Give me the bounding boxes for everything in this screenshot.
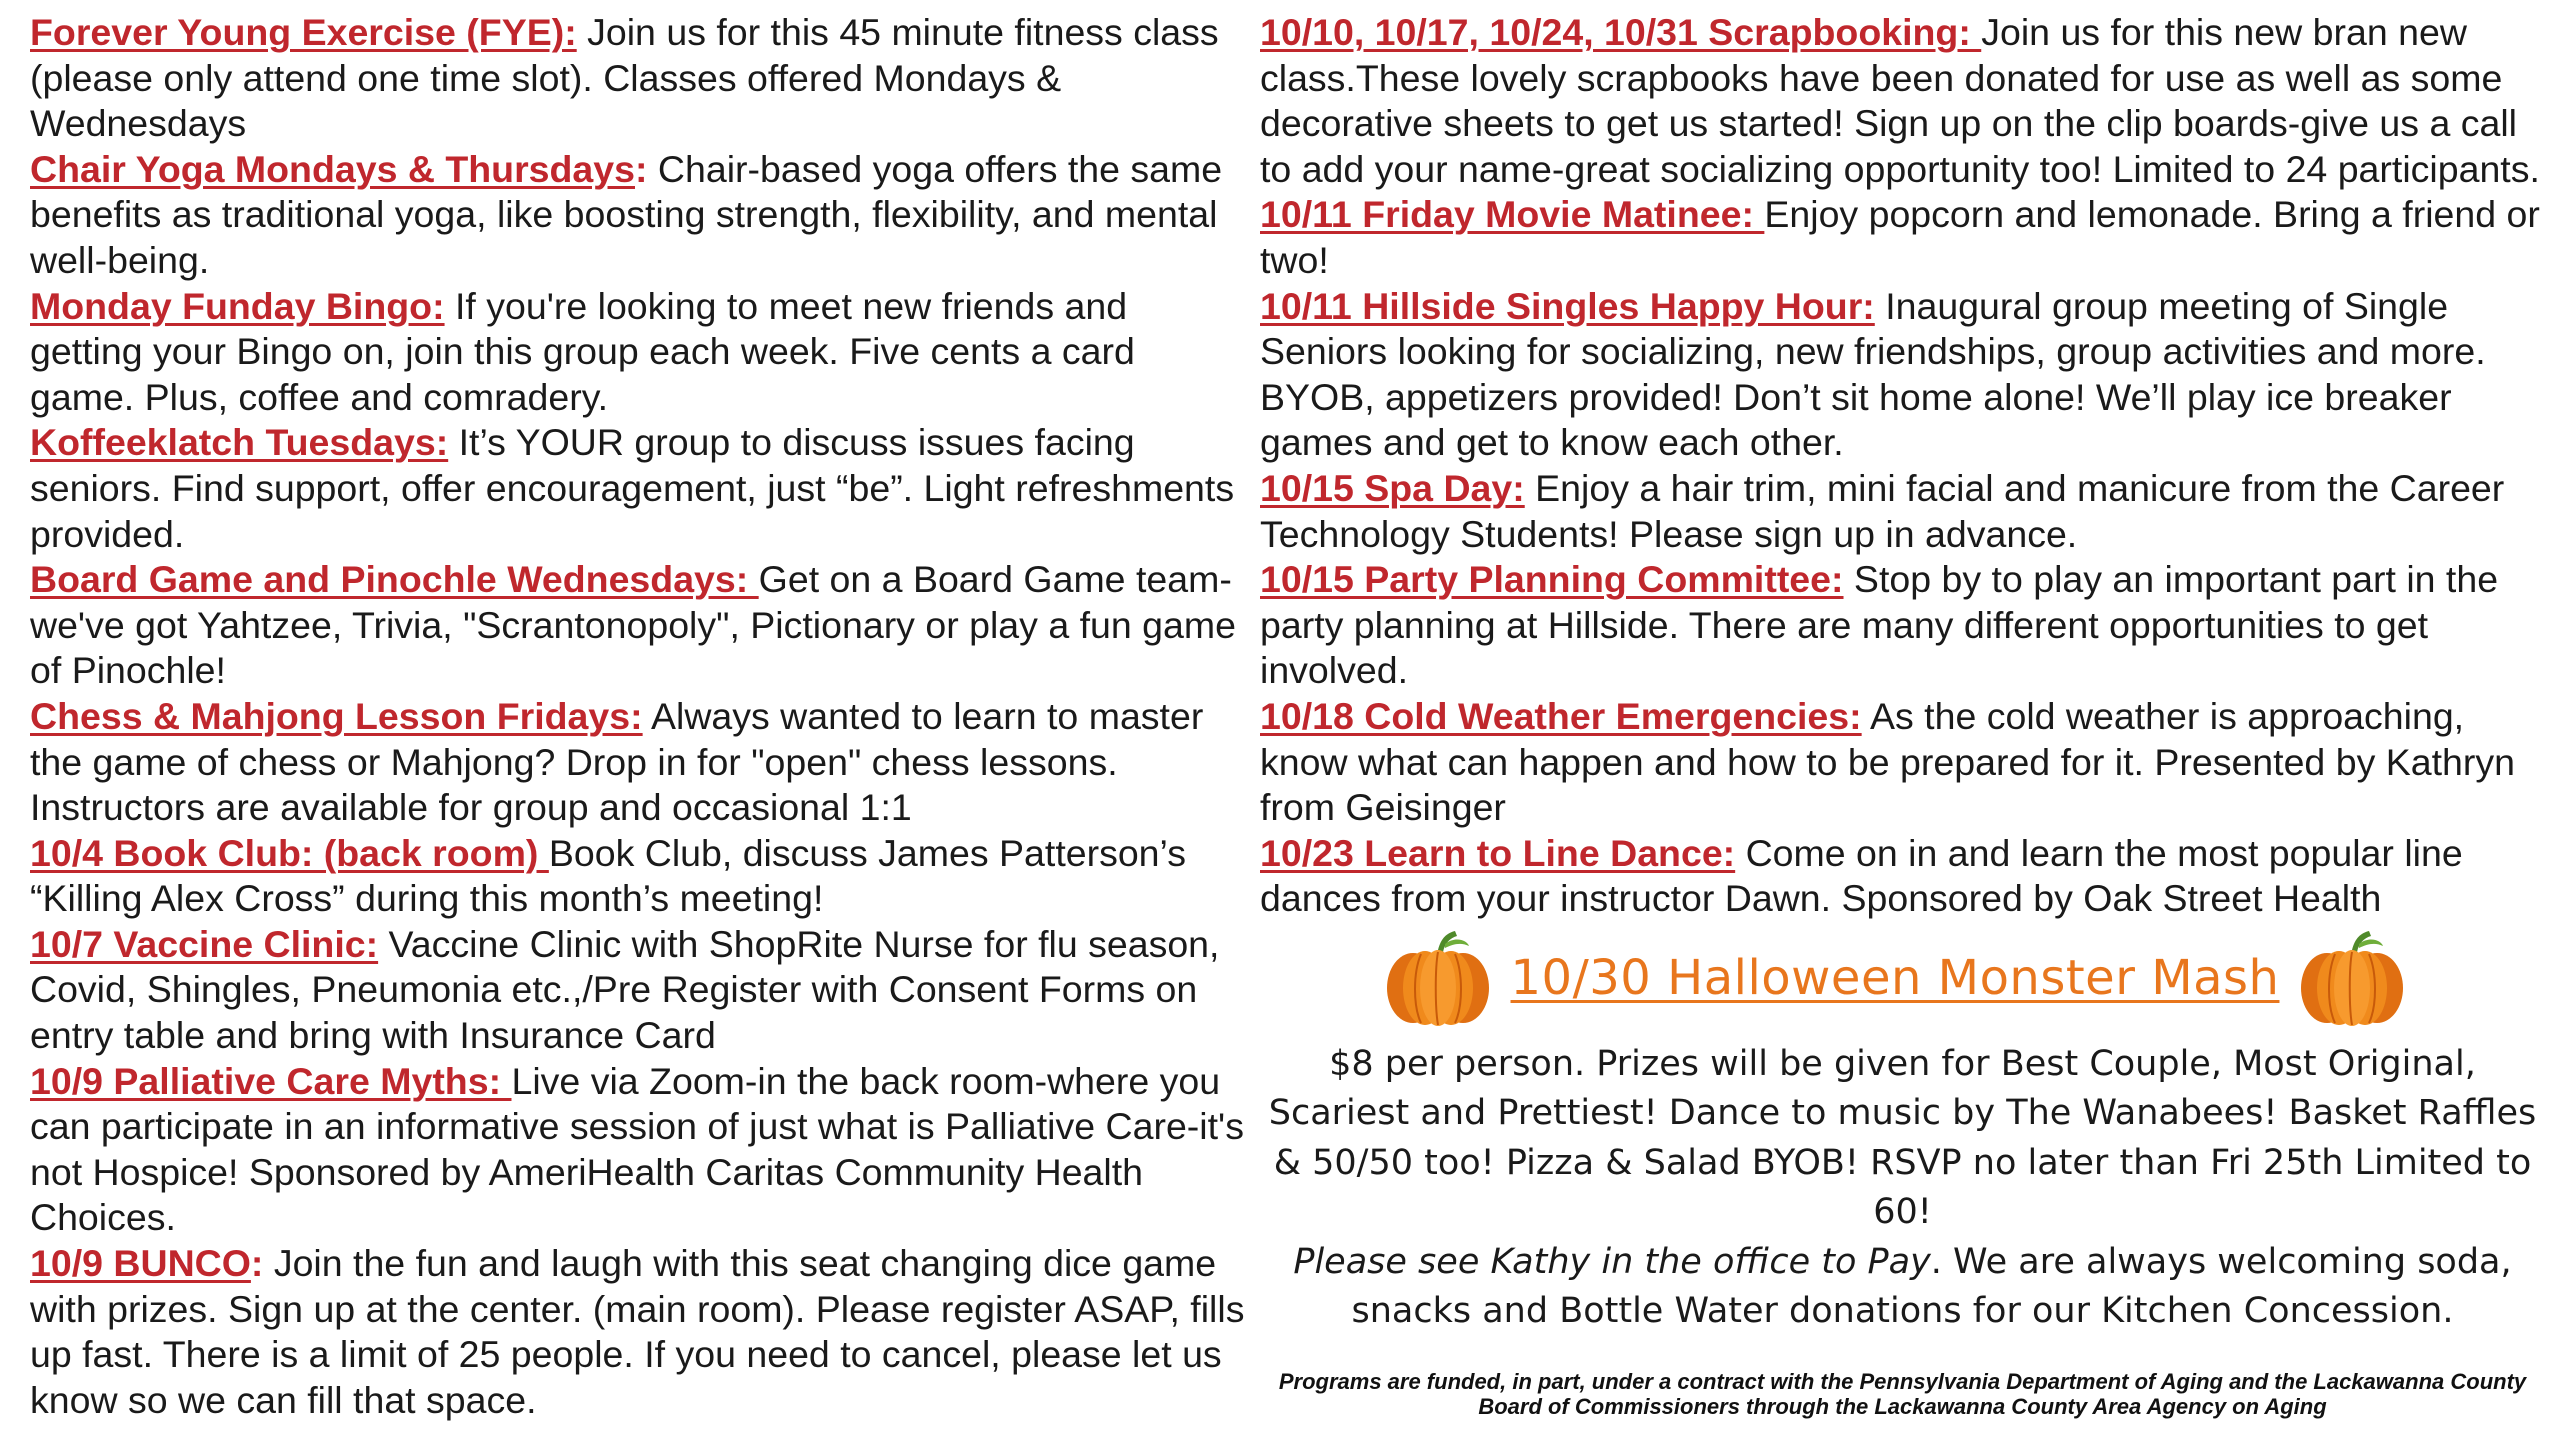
program-description: If you're looking to meet new friends and getting your Bingo on, join this group each week. Five cents a card game. Plus, coffee and comradery. — [30, 284, 1135, 418]
program-description: Chair-based yoga offers the same benefits as traditional yoga, like boosting strength, flexibility, and mental well-being. — [30, 147, 1223, 281]
program-line-dance — [1260, 831, 2545, 922]
program-title: 10/11 Hillside Singles Happy Hour: — [1260, 284, 1875, 327]
program-title: Forever Young Exercise (FYE): — [30, 11, 577, 53]
program-chair-yoga — [30, 147, 1245, 284]
program-fye — [30, 10, 1245, 147]
halloween-details — [1260, 1040, 2545, 1337]
program-title: Chair Yoga Mondays & Thursdays — [30, 147, 635, 190]
program-description: Enjoy popcorn and lemonade. Bring a friend or two! — [1260, 193, 2540, 281]
program-title: Koffeeklatch Tuesdays: — [30, 421, 449, 464]
program-party-planning — [1260, 557, 2545, 694]
program-description: Inaugural group meeting of Single Seniors looking for socializing, new friendships, group activities and more. BYOB, appetizers provided! Don’t sit home alone! We’ll play ice breaker games and get to know each other. — [1260, 284, 2486, 464]
program-title: 10/18 Cold Weather Emergencies: — [1260, 694, 1862, 737]
program-vaccine-clinic — [30, 922, 1245, 1059]
program-singles-happy-hour — [1260, 284, 2545, 466]
program-description: Vaccine Clinic with ShopRite Nurse for flu season, Covid, Shingles, Pneumonia etc.,/Pre Register with Consent Forms on entry table and bring with Insurance Card — [30, 922, 1220, 1057]
program-description: Join the fun and laugh with this seat changing dice game with prizes. Sign up at the center. (main room). Please register ASAP, fills up fast. There is a limit of 25 people. If you need to cancel, please let us know so we can fill that space. — [30, 1242, 1245, 1421]
program-book-club — [30, 831, 1245, 922]
program-title: 10/11 Friday Movie Matinee: — [1260, 193, 1765, 236]
program-title-colon: : — [635, 147, 648, 190]
halloween-title: 10/30 Halloween Monster Mash — [1510, 949, 2280, 1006]
program-description: As the cold weather is approaching, know what can happen and how to be prepared for it. Presented by Kathryn from Geisinger — [1260, 694, 2515, 829]
program-scrapbooking — [1260, 10, 2545, 192]
program-palliative-care — [30, 1059, 1245, 1241]
program-description: Get on a Board Game team-we've got Yahtzee, Trivia, "Scrantonopoly", Pictionary or play a fun game of Pinochle! — [30, 558, 1236, 692]
program-board-game — [30, 557, 1245, 694]
halloween-details-text: $8 per person. Prizes will be given for Best Couple, Most Original, Scariest and Prettiest! Dance to music by The Wanabees! Basket Raffles & 50/50 too! Pizza & Salad BYOB! RSVP no later than Fri 25th Limited to 60! — [1268, 1043, 2537, 1233]
program-title: Monday Funday Bingo: — [30, 284, 445, 327]
funding-note: Programs are funded, in part, under a contract with the Pennsylvania Department of Aging and the Lackawanna County Board of Commissioners through the Lackawanna County Area Agency on Aging — [1278, 1368, 2527, 1419]
program-description: Enjoy a hair trim, mini facial and manicure from the Career Technology Students! Please sign up in advance. — [1260, 466, 2505, 555]
program-title: 10/9 BUNCO — [30, 1242, 251, 1285]
program-cold-weather — [1260, 694, 2545, 831]
program-description: It’s YOUR group to discuss issues facing seniors. Find support, offer encouragement, just “be”. Light refreshments provided. — [30, 421, 1235, 555]
program-title: 10/15 Spa Day: — [1260, 466, 1525, 509]
halloween-donations-text: . We are always welcoming soda, snacks and Bottle Water donations for our Kitchen Concession. — [1351, 1241, 2512, 1332]
halloween-payment-note: Please see Kathy in the office to Pay — [1293, 1241, 1931, 1282]
program-spa-day — [1260, 466, 2545, 557]
program-title: 10/10, 10/17, 10/24, 10/31 Scrapbooking: — [1260, 11, 1982, 53]
program-koffeeklatch — [30, 420, 1245, 557]
program-description: Live via Zoom-in the back room-where you can participate in an informative session of just what is Palliative Care-it's not Hospice! Sponsored by AmeriHealth Caritas Community Health Choices. — [30, 1059, 1244, 1239]
program-bingo — [30, 284, 1245, 421]
program-title: 10/9 Palliative Care Myths: — [30, 1059, 512, 1102]
program-description: Come on in and learn the most popular line dances from your instructor Dawn. Sponsored by Oak Street Health — [1260, 831, 2463, 920]
program-title: Board Game and Pinochle Wednesdays: — [30, 558, 759, 601]
program-title: 10/23 Learn to Line Dance: — [1260, 831, 1736, 874]
program-title: 10/7 Vaccine Clinic: — [30, 922, 379, 965]
program-description: Stop by to play an important part in the party planning at Hillside. There are many different opportunities to get involved. — [1260, 558, 2499, 692]
program-title: 10/15 Party Planning Committee: — [1260, 558, 1844, 601]
program-title: 10/4 Book Club: (back room) — [30, 831, 549, 874]
program-description: Join us for this 45 minute fitness class (please only attend one time slot). Classes offered Mondays & Wednesdays — [30, 11, 1219, 145]
pumpkin-icon — [2297, 928, 2407, 1028]
program-movie-matinee — [1260, 192, 2545, 283]
program-chess-mahjong — [30, 694, 1245, 831]
program-bunco — [30, 1241, 1245, 1423]
left-column — [30, 10, 1245, 1423]
halloween-header — [1260, 930, 2530, 1026]
right-column — [1260, 10, 2545, 1419]
program-title: Chess & Mahjong Lesson Fridays: — [30, 694, 643, 737]
program-description: Join us for this new bran new class.These lovely scrapbooks have been donated for use as well as some decorative sheets to get us started! Sign up on the clip boards-give us a call to add your name-great socializing opportunity too! Limited to 24 participants. — [1260, 11, 2540, 190]
program-title-colon: : — [250, 1242, 264, 1285]
program-description: Always wanted to learn to master the game of chess or Mahjong? Drop in for "open" chess lessons. Instructors are available for group and occasional 1:1 — [30, 694, 1204, 829]
program-description: Book Club, discuss James Patterson’s “Killing Alex Cross” during this month’s meeting! — [30, 831, 1186, 920]
pumpkin-icon — [1383, 928, 1493, 1028]
